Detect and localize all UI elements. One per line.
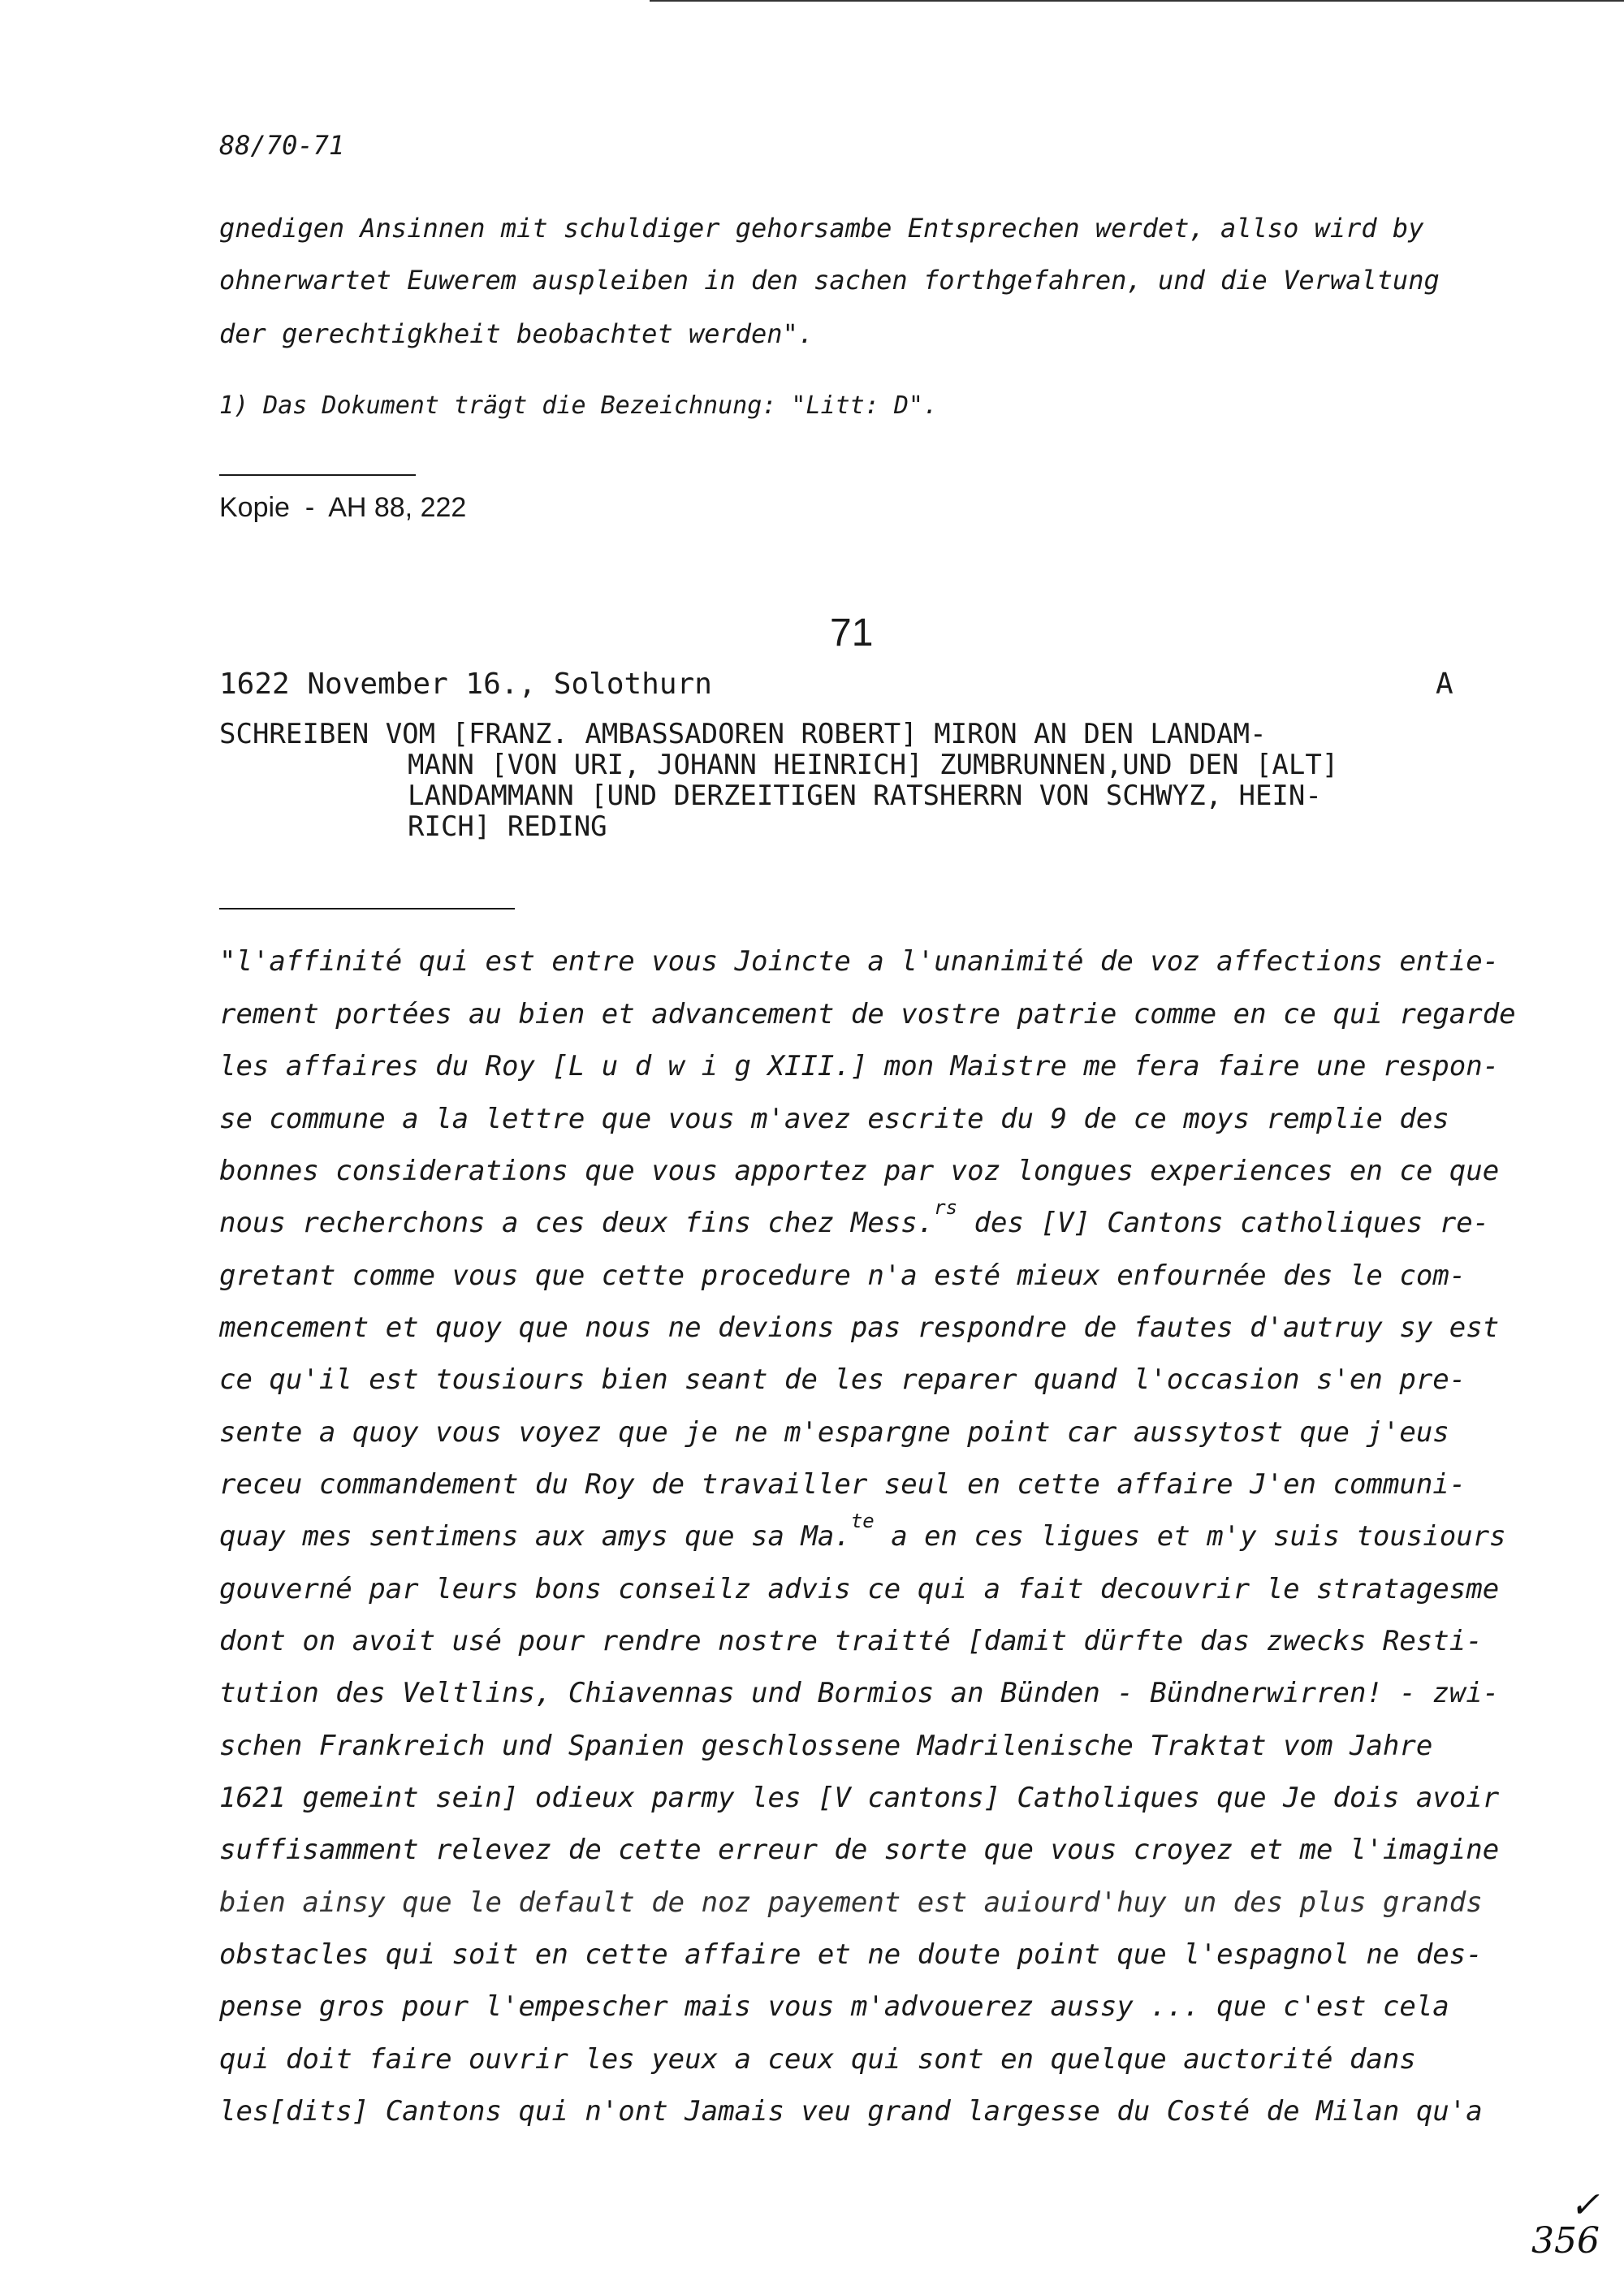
separator-rule [219, 908, 515, 910]
quote-text: quay mes sentimens aux amys que sa Ma. [219, 1520, 851, 1553]
quote-line: suffisamment relevez de cette erreur de sorte que vous croyez et me l'imagine [219, 1834, 1500, 1866]
quote-line: les affaires du Roy [L u d w i g XIII.] mon Maistre me fera faire une respon- [219, 1050, 1500, 1082]
quote-line [219, 1196, 1490, 1239]
footnote: 1) Das Dokument trägt die Bezeichnung: "Litt: D". [219, 391, 939, 420]
document-number: 71 [830, 611, 874, 655]
handwritten-page-mark: ✓ 356 [1531, 2184, 1600, 2262]
quote-line: schen Frankreich und Spanien geschlossene Madrilenische Traktat vom Jahre [219, 1730, 1433, 1762]
quote-line: rement portées au bien et advancement de vostre patrie comme en ce qui regarde [219, 998, 1516, 1030]
quote-line: qui doit faire ouvrir les yeux a ceux qui sont en quelque auctorité dans [219, 2043, 1416, 2076]
quote-line: sente a quoy vous voyez que je ne m'espargne point car aussytost que j'eus [219, 1416, 1449, 1449]
quote-line [219, 1510, 1506, 1553]
copy-source-note: Kopie - AH 88, 222 [219, 492, 467, 523]
document-title-line: SCHREIBEN VOM [FRANZ. AMBASSADOREN ROBERT] MIRON AN DEN LANDAM- [219, 718, 1267, 750]
quote-line: obstacles qui soit en cette affaire et ne doute point que l'espagnol ne des- [219, 1938, 1483, 1971]
document-title-line: LANDAMMANN [UND DERZEITIGEN RATSHERRN VON SCHWYZ, HEIN- [408, 780, 1322, 812]
document-title-line: RICH] REDING [408, 810, 607, 843]
document-title-line: MANN [VON URI, JOHANN HEINRICH] ZUMBRUNNEN,UND DEN [ALT] [408, 749, 1339, 781]
quote-line: receu commandement du Roy de travailler seul en cette affaire J'en communi- [219, 1468, 1466, 1501]
quote-line: 1621 gemeint sein] odieux parmy les [V cantons] Catholiques que Je dois avoir [219, 1782, 1500, 1814]
quote-line: gretant comme vous que cette procedure n'a esté mieux enfournée des le com- [219, 1259, 1466, 1292]
quote-line: "l'affinité qui est entre vous Joincte a l'unanimité de voz affections entie- [219, 945, 1500, 978]
top-border-line [650, 0, 1624, 2]
previous-text-line: gnedigen Ansinnen mit schuldiger gehorsambe Entsprechen werdet, allso wird by [219, 213, 1424, 244]
separator-rule [219, 474, 416, 476]
previous-text-line: der gerechtigkheit beobachtet werden". [219, 318, 814, 349]
quote-text: a en ces ligues et m'y suis tousiours [874, 1520, 1506, 1553]
quote-line: gouverné par leurs bons conseilz advis ce qui a fait decouvrir le stratagesme [219, 1573, 1500, 1605]
quote-text: nous recherchons a ces deux fins chez Mess. [219, 1207, 935, 1239]
document-letter: A [1436, 668, 1453, 701]
quote-text: des [V] Cantons catholiques re- [957, 1207, 1490, 1239]
quote-line: ce qu'il est tousiours bien seant de les reparer quand l'occasion s'en pre- [219, 1363, 1466, 1396]
quote-line: pense gros pour l'empescher mais vous m'advouerez aussy ... que c'est cela [219, 1990, 1449, 2023]
quote-line: les[dits] Cantons qui n'ont Jamais veu grand largesse du Costé de Milan qu'a [219, 2095, 1483, 2128]
quote-line: bonnes considerations que vous apportez par voz longues experiences en ce que [219, 1155, 1500, 1187]
quote-line: tution des Veltlins, Chiavennas und Bormios an Bünden - Bündnerwirren! - zwi- [219, 1677, 1500, 1709]
quote-line: mencement et quoy que nous ne devions pas respondre de fautes d'autruy sy est [219, 1311, 1500, 1344]
superscript-abbrev: rs [934, 1196, 958, 1219]
page-reference: 88/70-71 [219, 130, 345, 161]
quote-line: se commune a la lettre que vous m'avez escrite du 9 de ce moys remplie des [219, 1103, 1449, 1135]
quote-line: dont on avoit usé pour rendre nostre traitté [damit dürfte das zwecks Resti- [219, 1625, 1483, 1657]
previous-text-line: ohnerwartet Euwerem auspleiben in den sachen forthgefahren, und die Verwaltung [219, 265, 1440, 296]
document-date-place: 1622 November 16., Solothurn [219, 668, 712, 701]
quote-line: bien ainsy que le default de noz payement est auiourd'huy un des plus grands [219, 1886, 1483, 1919]
superscript-abbrev: te [850, 1510, 875, 1532]
